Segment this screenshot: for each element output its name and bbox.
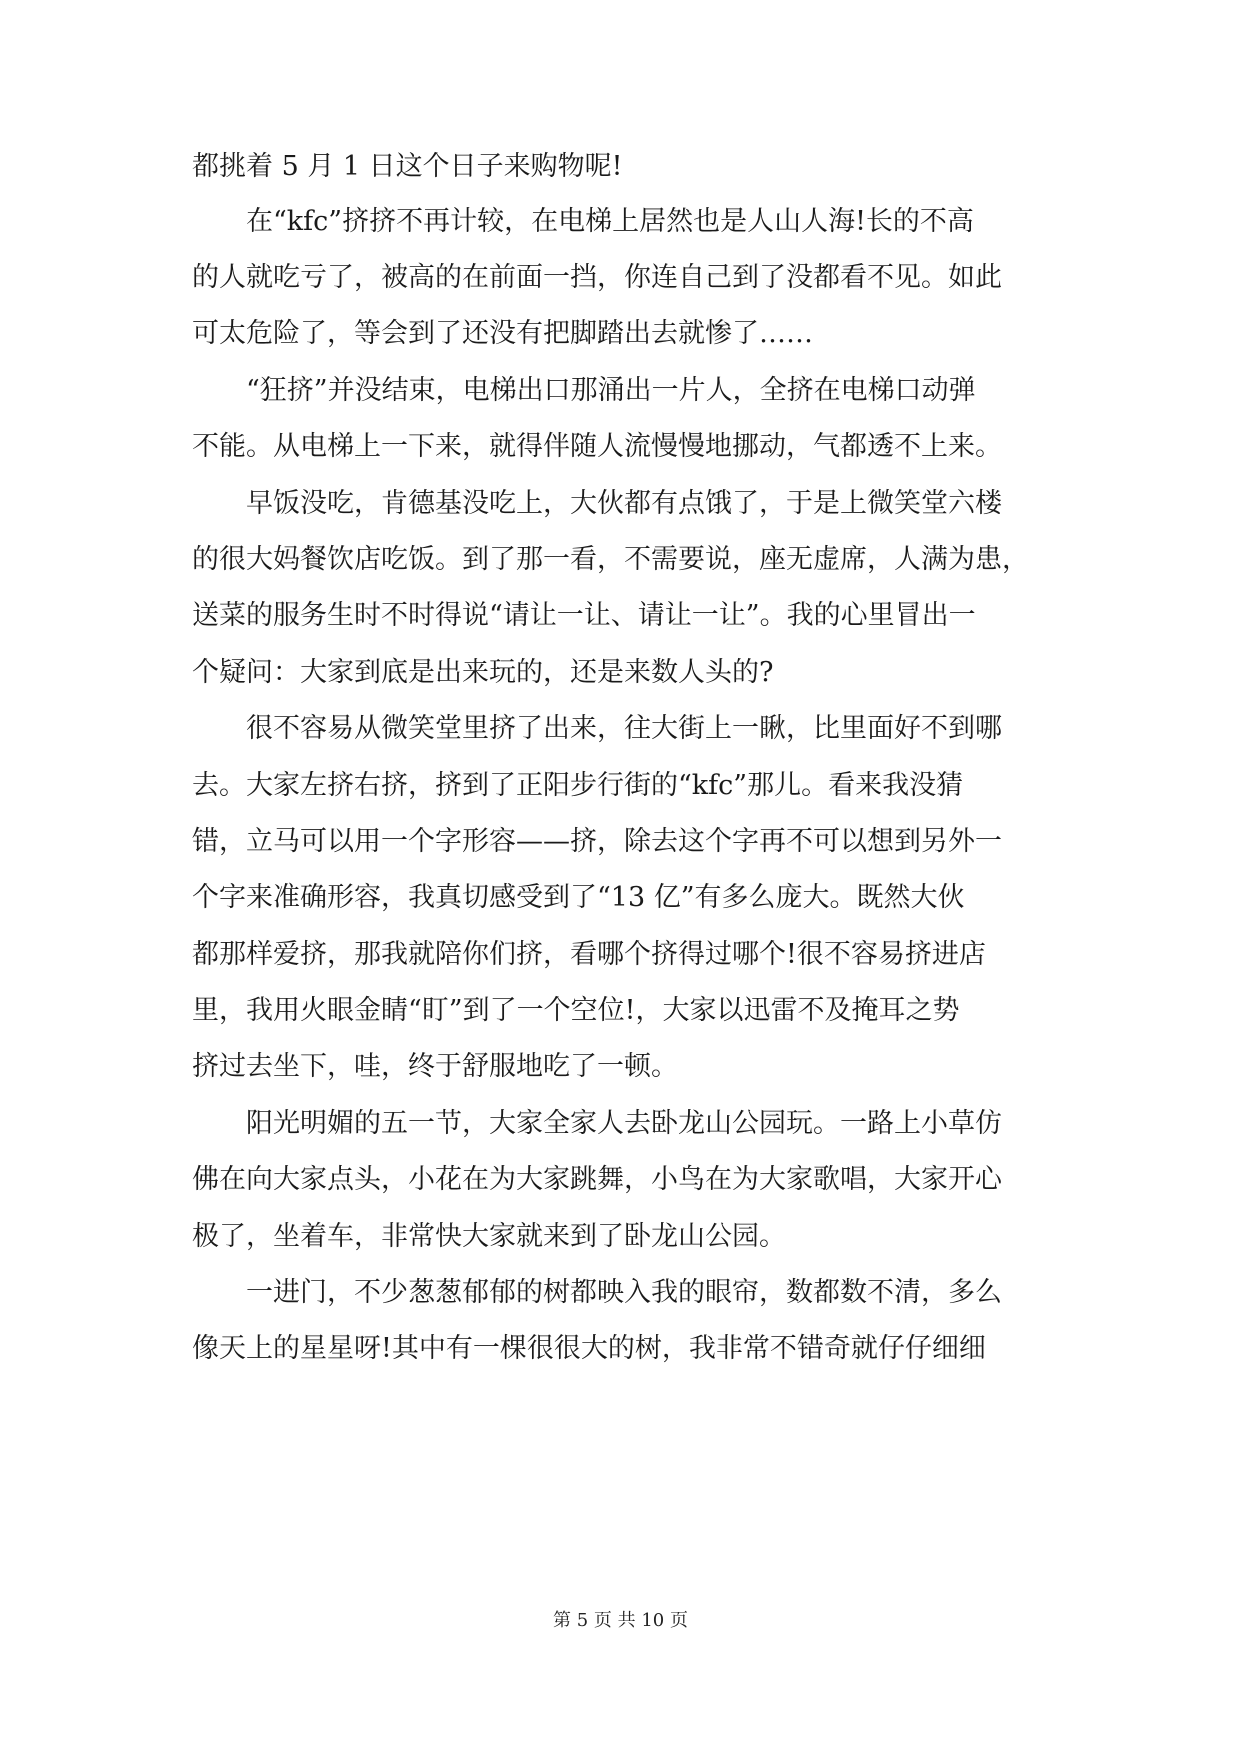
- paragraph-line: 佛在向大家点头，小花在为大家跳舞，小鸟在为大家歌唱，大家开心: [192, 1164, 1002, 1195]
- paragraph-line: 都挑着 5 月 1 日这个日子来购物呢!: [192, 151, 623, 182]
- paragraph-line: “狂挤”并没结束，电梯出口那涌出一片人，全挤在电梯口动弹: [246, 375, 976, 406]
- paragraph-line: 很不容易从微笑堂里挤了出来，往大街上一瞅，比里面好不到哪: [246, 713, 1002, 744]
- paragraph-line: 的人就吃亏了，被高的在前面一挡，你连自己到了没都看不见。如此: [192, 262, 1002, 293]
- paragraph-line: 挤过去坐下，哇，终于舒服地吃了一顿。: [192, 1051, 678, 1082]
- paragraph-line: 像天上的星星呀!其中有一棵很很大的树，我非常不错奇就仔仔细细: [192, 1333, 986, 1364]
- paragraph-line: 的很大妈餐饮店吃饭。到了那一看，不需要说，座无虚席，人满为患，: [192, 544, 1029, 575]
- paragraph-line: 个字来准确形容，我真切感受到了“13 亿”有多么庞大。既然大伙: [192, 882, 965, 913]
- paragraph-line: 可太危险了，等会到了还没有把脚踏出去就惨了……: [192, 318, 813, 349]
- paragraph-line: 不能。从电梯上一下来，就得伴随人流慢慢地挪动，气都透不上来。: [192, 431, 1002, 462]
- paragraph-line: 送菜的服务生时不时得说“请让一让、请让一让”。我的心里冒出一: [192, 600, 976, 631]
- paragraph-line: 在“kfc”挤挤不再计较，在电梯上居然也是人山人海!长的不高: [246, 206, 974, 237]
- paragraph-line: 都那样爱挤，那我就陪你们挤，看哪个挤得过哪个!很不容易挤进店: [192, 939, 986, 970]
- paragraph-line: 里，我用火眼金睛“盯”到了一个空位!，大家以迅雷不及掩耳之势: [192, 995, 960, 1026]
- page-number-footer: 第 5 页 共 10 页: [553, 1610, 688, 1631]
- paragraph-line: 一进门，不少葱葱郁郁的树都映入我的眼帘，数都数不清，多么: [246, 1277, 1002, 1308]
- paragraph-line: 阳光明媚的五一节，大家全家人去卧龙山公园玩。一路上小草仿: [246, 1108, 1002, 1139]
- paragraph-line: 个疑问：大家到底是出来玩的，还是来数人头的?: [192, 657, 774, 688]
- paragraph-line: 错，立马可以用一个字形容——挤，除去这个字再不可以想到另外一: [192, 826, 1002, 857]
- paragraph-line: 极了，坐着车，非常快大家就来到了卧龙山公园。: [192, 1221, 786, 1252]
- paragraph-line: 早饭没吃，肯德基没吃上，大伙都有点饿了，于是上微笑堂六楼: [246, 488, 1002, 519]
- paragraph-line: 去。大家左挤右挤，挤到了正阳步行街的“kfc”那儿。看来我没猜: [192, 770, 964, 801]
